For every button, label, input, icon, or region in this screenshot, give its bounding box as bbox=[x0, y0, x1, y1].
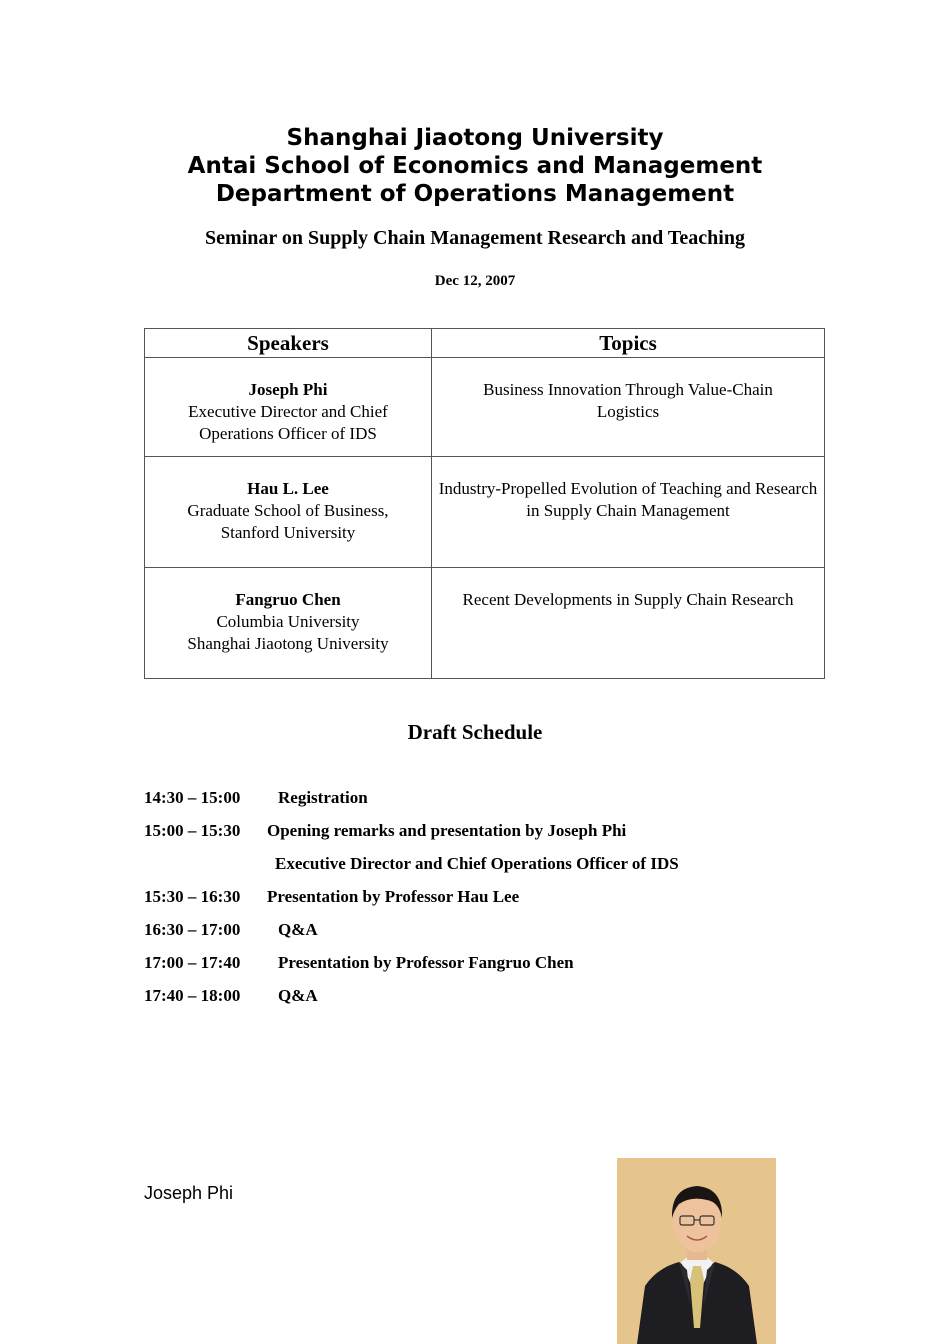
schedule-item bbox=[144, 887, 519, 907]
school-name: Antai School of Economics and Management bbox=[187, 153, 763, 179]
speaker-name: Joseph Phi bbox=[248, 380, 328, 399]
schedule-event: Opening remarks and presentation by Joseph Phi bbox=[267, 821, 627, 840]
speaker-affiliation: Shanghai Jiaotong University bbox=[187, 634, 389, 653]
schedule-time: 15:30 – 16:30 bbox=[144, 887, 241, 906]
schedule-time: 17:40 – 18:00 bbox=[144, 986, 241, 1005]
schedule-time: 14:30 – 15:00 bbox=[144, 788, 241, 807]
speaker-affiliation: Columbia University bbox=[216, 612, 360, 631]
table-row bbox=[145, 358, 825, 457]
topic-cell bbox=[432, 457, 825, 568]
schedule-item bbox=[144, 788, 368, 808]
department-name: Department of Operations Management bbox=[215, 181, 735, 207]
page-header bbox=[0, 124, 950, 208]
table-row bbox=[145, 457, 825, 568]
speaker-cell bbox=[145, 457, 432, 568]
seminar-date: Dec 12, 2007 bbox=[434, 273, 516, 289]
speaker-cell bbox=[145, 358, 432, 457]
schedule-event: Registration bbox=[278, 788, 368, 807]
schedule-item bbox=[144, 920, 318, 940]
speaker-photo bbox=[617, 1158, 776, 1344]
schedule-item bbox=[144, 821, 626, 841]
speakers-header: Speakers bbox=[145, 329, 432, 358]
schedule-time: 15:00 – 15:30 bbox=[144, 821, 241, 840]
speaker-affiliation: Executive Director and Chief bbox=[188, 402, 388, 421]
speaker-affiliation: Stanford University bbox=[220, 523, 356, 542]
schedule-event: Q&A bbox=[278, 986, 318, 1005]
schedule-event: Executive Director and Chief Operations Officer of IDS bbox=[275, 854, 679, 873]
speaker-name: Hau L. Lee bbox=[247, 479, 329, 498]
topic-cell bbox=[432, 358, 825, 457]
schedule-item bbox=[144, 953, 574, 973]
schedule-event: Q&A bbox=[278, 920, 318, 939]
table-row bbox=[145, 568, 825, 679]
schedule-time: 16:30 – 17:00 bbox=[144, 920, 241, 939]
schedule-event: Presentation by Professor Hau Lee bbox=[267, 887, 520, 906]
schedule-time: 17:00 – 17:40 bbox=[144, 953, 241, 972]
schedule-item bbox=[144, 854, 679, 874]
speaker-cell bbox=[145, 568, 432, 679]
topic-cell bbox=[432, 568, 825, 679]
topics-header: Topics bbox=[432, 329, 825, 358]
university-name: Shanghai Jiaotong University bbox=[286, 125, 664, 151]
speaker-name: Fangruo Chen bbox=[235, 590, 341, 609]
schedule-event: Presentation by Professor Fangruo Chen bbox=[278, 953, 574, 972]
seminar-title: Seminar on Supply Chain Management Research and Teaching bbox=[205, 227, 745, 249]
speaker-affiliation: Graduate School of Business, bbox=[187, 501, 389, 520]
speakers-table bbox=[144, 328, 825, 679]
schedule-item bbox=[144, 986, 318, 1006]
topic-text: Business Innovation Through Value-Chain Logistics bbox=[483, 380, 773, 421]
photo-caption: Joseph Phi bbox=[144, 1183, 234, 1203]
topic-text: Industry-Propelled Evolution of Teaching and Research in Supply Chain Management bbox=[438, 479, 818, 520]
schedule-title: Draft Schedule bbox=[407, 720, 543, 744]
topic-text: Recent Developments in Supply Chain Research bbox=[462, 590, 794, 609]
speaker-affiliation: Operations Officer of IDS bbox=[199, 424, 377, 443]
